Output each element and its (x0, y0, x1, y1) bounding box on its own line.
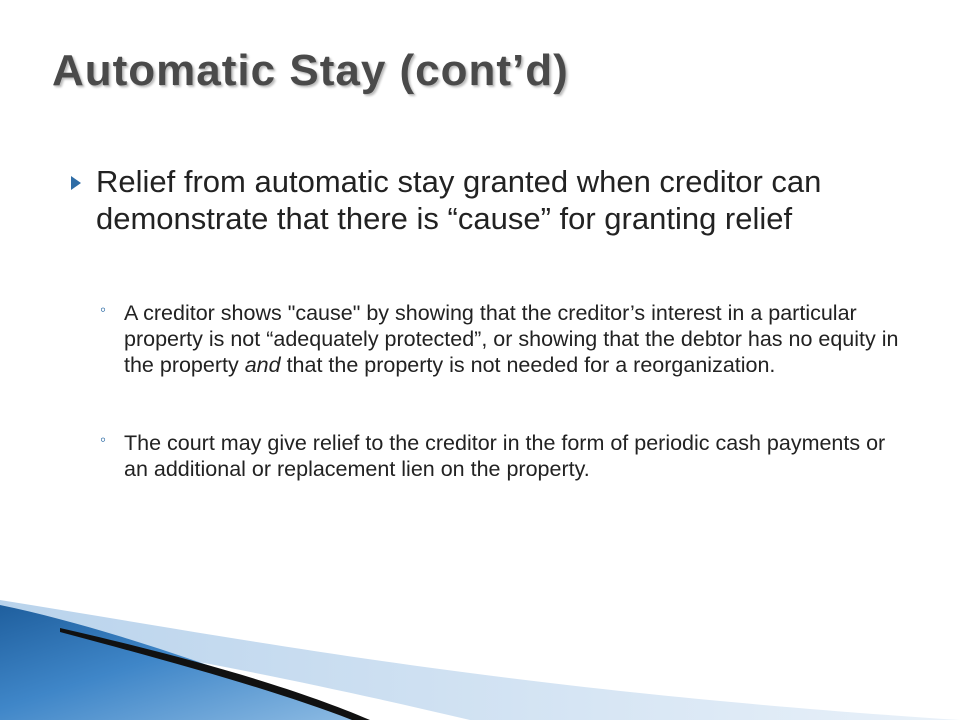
sub-bullet-cause (124, 300, 914, 378)
triangle-right-icon (70, 175, 82, 191)
sub-bullet-cause-text-after: that the property is not needed for a reorganization. (280, 353, 776, 377)
hollow-circle-icon: ◦ (100, 430, 107, 449)
sub-bullet-court-relief: The court may give relief to the creditor in the form of periodic cash payments or an additional or replacement lien on the property. (124, 431, 886, 481)
slide-title: Automatic Stay (cont’d) (52, 46, 569, 95)
bullet-relief: Relief from automatic stay granted when creditor can demonstrate that there is “cause” for granting relief (96, 164, 822, 236)
hollow-circle-icon: ◦ (100, 300, 107, 319)
sub-bullet-cause-text-before: A creditor shows "cause" by showing that the creditor’s interest in a particular property is not “adequately protected”, or showing that the debtor has no equity in the property (124, 301, 899, 377)
decorative-swoosh (0, 560, 960, 720)
sub-bullet-cause-emphasis: and (244, 353, 281, 377)
